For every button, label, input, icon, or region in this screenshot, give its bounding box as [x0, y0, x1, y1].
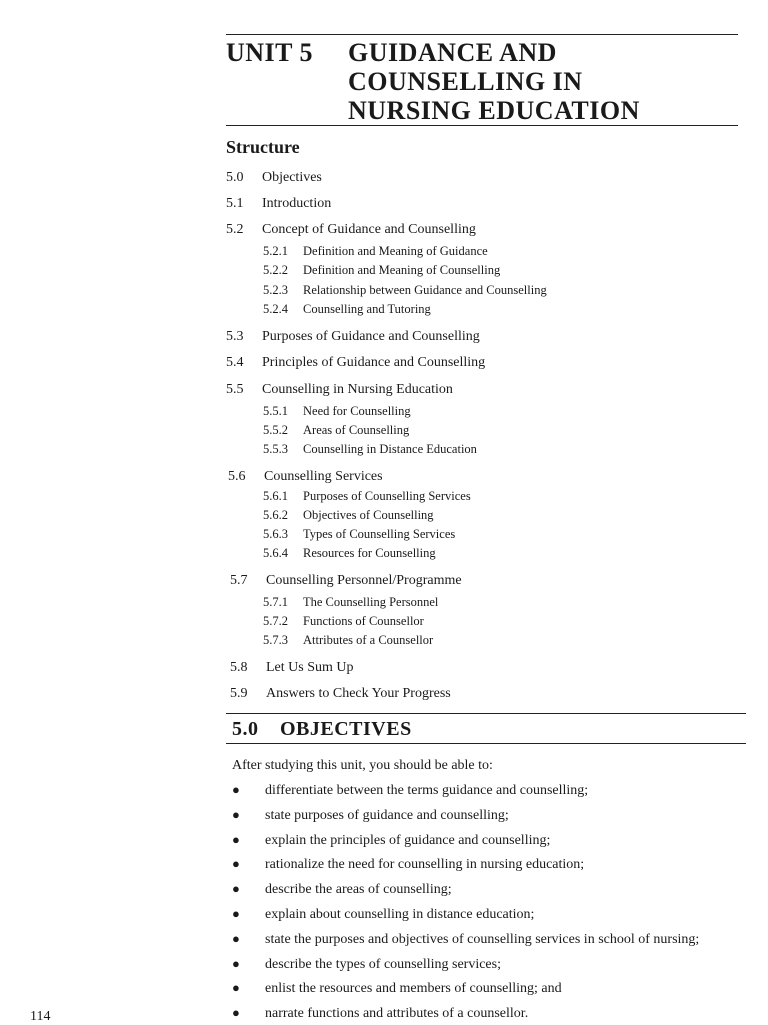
toc-title: Introduction — [262, 196, 332, 211]
toc-section — [230, 573, 462, 589]
toc-number: 5.7.1 — [263, 595, 288, 609]
toc-number: 5.8 — [230, 660, 248, 675]
toc-number: 5.6.1 — [263, 489, 288, 503]
toc-number: 5.5.1 — [263, 404, 288, 418]
toc-section — [226, 329, 480, 345]
toc-title: Resources for Counselling — [303, 546, 436, 560]
toc-number: 5.6.4 — [263, 546, 288, 560]
toc-number: 5.2.3 — [263, 283, 288, 297]
bullet-icon: ● — [232, 782, 240, 797]
toc-subsection — [263, 489, 471, 504]
toc-number: 5.2.4 — [263, 302, 288, 316]
page-number: 114 — [30, 1009, 51, 1024]
toc-number: 5.1 — [226, 196, 244, 211]
toc-number: 5.5.3 — [263, 442, 288, 456]
objective-text: describe the areas of counselling; — [265, 882, 452, 898]
toc-number: 5.6.2 — [263, 508, 288, 522]
toc-number: 5.5.2 — [263, 423, 288, 437]
bullet-icon: ● — [232, 856, 240, 872]
objective-text: rationalize the need for counselling in nursing education; — [265, 857, 585, 873]
unit-label: UNIT 5 — [226, 38, 314, 67]
top-rule — [226, 34, 738, 35]
bullet-icon: ● — [232, 806, 240, 822]
toc-title: Areas of Counselling — [303, 423, 410, 437]
toc-section — [226, 170, 322, 186]
toc-number: 5.3 — [226, 329, 244, 344]
toc-number: 5.0 — [226, 170, 244, 185]
bullet-icon: ● — [232, 1005, 240, 1021]
structure-heading: Structure — [226, 137, 300, 157]
objectives-heading — [232, 718, 412, 741]
toc-title: Definition and Meaning of Counselling — [303, 263, 501, 277]
toc-title: Counselling Services — [264, 469, 383, 484]
toc-number: 5.6.3 — [263, 527, 288, 541]
toc-number: 5.7.2 — [263, 614, 288, 628]
objective-item — [232, 807, 509, 824]
toc-section — [230, 660, 354, 676]
unit-title — [348, 38, 640, 125]
objective-item — [232, 931, 699, 948]
toc-section — [226, 382, 453, 398]
toc-title: Counselling and Tutoring — [303, 302, 431, 316]
toc-title: Attributes of a Counsellor — [303, 633, 434, 647]
toc-title: Counselling in Nursing Education — [262, 382, 453, 397]
toc-title: Need for Counselling — [303, 404, 411, 418]
objective-item — [232, 856, 584, 873]
toc-subsection — [263, 244, 488, 259]
objective-text: explain about counselling in distance education; — [265, 907, 535, 922]
objective-item — [232, 881, 452, 898]
section-number: 5.0 — [232, 718, 259, 740]
toc-title: Purposes of Guidance and Counselling — [262, 329, 480, 344]
toc-title: Purposes of Counselling Services — [303, 489, 471, 503]
toc-title: Objectives of Counselling — [303, 508, 434, 522]
toc-number: 5.6 — [228, 469, 246, 484]
toc-title: Principles of Guidance and Counselling — [262, 355, 486, 370]
toc-section — [226, 355, 485, 371]
objective-text: narrate functions and attributes of a counsellor. — [265, 1006, 529, 1022]
toc-section — [226, 196, 331, 212]
bullet-icon: ● — [232, 906, 240, 921]
objective-item — [232, 980, 562, 997]
objective-item — [232, 1005, 528, 1022]
bullet-icon: ● — [232, 881, 240, 897]
toc-title: The Counselling Personnel — [303, 595, 439, 609]
section-top-rule — [226, 713, 746, 714]
toc-title: Functions of Counsellor — [303, 614, 424, 628]
objective-item — [232, 832, 550, 849]
toc-number: 5.2 — [226, 222, 244, 237]
unit-title-line: GUIDANCE AND — [348, 38, 557, 67]
toc-number: 5.2.1 — [263, 244, 288, 258]
objective-text: state purposes of guidance and counselling; — [265, 807, 509, 823]
toc-title: Counselling Personnel/Programme — [266, 573, 462, 588]
objective-text: describe the types of counselling services; — [265, 956, 501, 972]
objective-text: explain the principles of guidance and counselling; — [265, 832, 551, 848]
objectives-intro: After studying this unit, you should be able to: — [232, 758, 493, 773]
objective-text: enlist the resources and members of counselling; and — [265, 981, 562, 997]
toc-title: Concept of Guidance and Counselling — [262, 222, 476, 237]
objective-text: state the purposes and objectives of counselling services in school of nursing; — [265, 931, 700, 947]
toc-title: Types of Counselling Services — [303, 527, 456, 541]
toc-subsection — [263, 442, 477, 457]
toc-title: Definition and Meaning of Guidance — [303, 244, 488, 258]
toc-subsection — [263, 595, 438, 610]
toc-number: 5.2.2 — [263, 263, 288, 277]
toc-title: Relationship between Guidance and Counselling — [303, 283, 547, 297]
bullet-icon: ● — [232, 831, 240, 847]
toc-subsection — [263, 633, 433, 648]
unit-title-line: NURSING EDUCATION — [348, 96, 640, 125]
toc-section — [226, 222, 476, 238]
toc-title: Counselling in Distance Education — [303, 442, 477, 456]
toc-number: 5.9 — [230, 686, 248, 701]
toc-title: Answers to Check Your Progress — [266, 686, 451, 701]
toc-subsection — [263, 283, 547, 298]
objective-item — [232, 782, 588, 799]
toc-subsection — [263, 423, 409, 438]
objective-item — [232, 956, 501, 973]
section-bottom-rule — [226, 743, 746, 744]
toc-title: Objectives — [262, 170, 322, 185]
bullet-icon: ● — [232, 980, 240, 996]
objective-text: differentiate between the terms guidance and counselling; — [265, 783, 589, 798]
toc-section — [228, 469, 383, 485]
toc-subsection — [263, 263, 500, 278]
toc-number: 5.7.3 — [263, 633, 288, 647]
toc-subsection — [263, 614, 424, 629]
section-title: OBJECTIVES — [280, 718, 412, 740]
toc-subsection — [263, 527, 455, 542]
toc-section — [230, 686, 451, 702]
bullet-icon: ● — [232, 955, 240, 971]
toc-number: 5.4 — [226, 355, 244, 370]
toc-subsection — [263, 546, 436, 561]
toc-number: 5.5 — [226, 382, 244, 397]
toc-subsection — [263, 302, 431, 317]
toc-subsection — [263, 508, 434, 523]
title-underline — [226, 125, 738, 126]
toc-subsection — [263, 404, 411, 419]
toc-title: Let Us Sum Up — [266, 660, 354, 675]
unit-title-line: COUNSELLING IN — [348, 67, 583, 96]
toc-number: 5.7 — [230, 573, 248, 588]
bullet-icon: ● — [232, 930, 240, 946]
objective-item — [232, 906, 534, 923]
